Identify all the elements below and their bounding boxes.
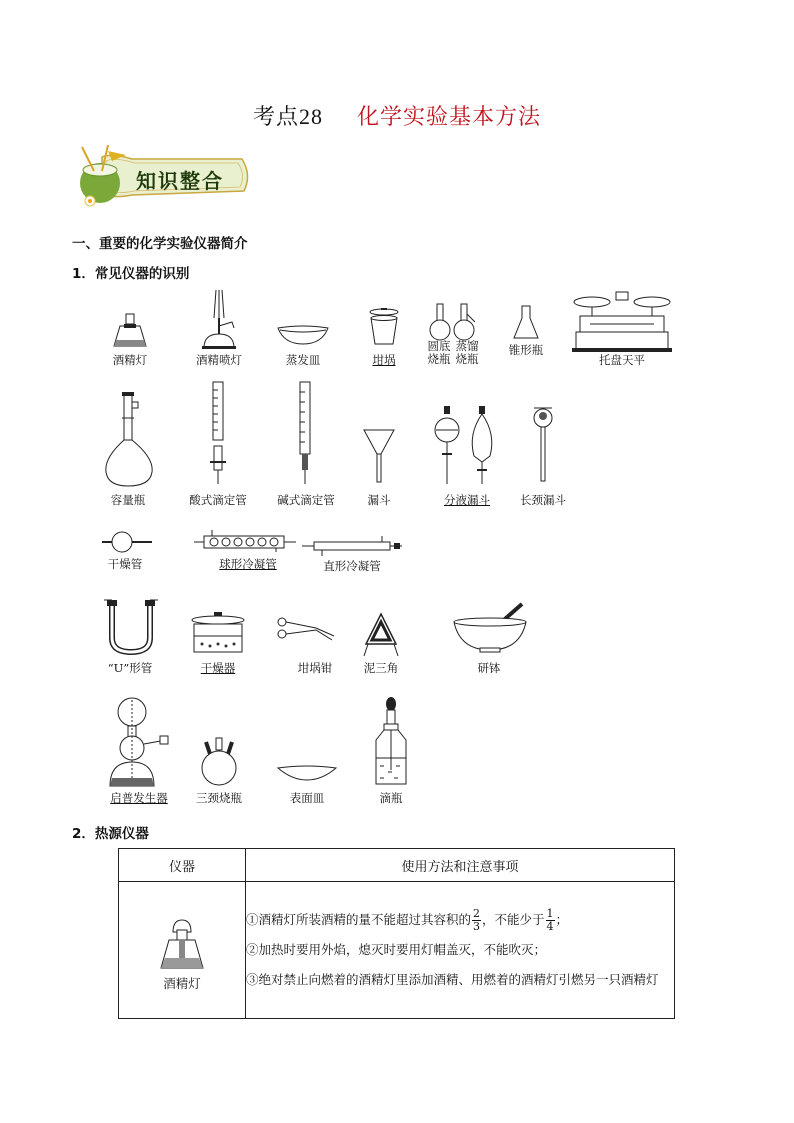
subsection-heading-heat: 2．热源仪器 <box>72 826 149 842</box>
label-clay-triangle: 泥三角 <box>363 661 399 675</box>
funnel-icon <box>362 428 396 484</box>
label-round-flask: 圆底 烧瓶 <box>427 339 451 366</box>
label-separatory-funnel: 分液漏斗 <box>444 493 490 507</box>
table-header-instrument: 仪器 <box>119 849 246 882</box>
label-long-neck-funnel: 长颈漏斗 <box>520 493 566 507</box>
label-straight-condenser: 直形冷凝管 <box>323 559 381 573</box>
flask-pair-icon <box>428 302 476 342</box>
watch-glass-icon <box>276 764 338 782</box>
label-mortar: 研钵 <box>477 661 501 675</box>
section-heading: 一、重要的化学实验仪器简介 <box>72 236 248 252</box>
drying-tube-icon <box>100 530 154 554</box>
alcohol-lamp-icon <box>159 918 205 970</box>
fraction-two-thirds: $\frac{2}{3}$ <box>473 907 481 933</box>
label-dropper-bottle: 滴瓶 <box>379 791 403 805</box>
label-three-neck-flask: 三颈烧瓶 <box>196 791 242 805</box>
kipp-generator-icon <box>104 696 174 788</box>
u-tube-icon <box>102 598 160 656</box>
section-banner <box>72 145 254 209</box>
heat-source-table <box>118 848 675 1019</box>
clay-triangle-icon <box>364 612 398 658</box>
balance-icon <box>570 290 674 354</box>
label-base-burette: 碱式滴定管 <box>277 493 335 507</box>
label-evaporating-dish: 蒸发皿 <box>285 353 321 367</box>
label-crucible: 坩埚 <box>372 353 396 367</box>
dropper-bottle-icon <box>372 696 410 786</box>
label-watch-glass: 表面皿 <box>289 791 325 805</box>
base-burette-icon <box>294 380 316 488</box>
subsection-heading: 1．常见仪器的识别 <box>72 266 190 282</box>
three-neck-flask-icon <box>196 738 242 786</box>
label-blast-lamp: 酒精喷灯 <box>196 353 242 367</box>
banner-text: 知识整合 <box>136 169 224 193</box>
label-u-tube: “U”形管 <box>107 661 153 675</box>
label-acid-burette: 酸式滴定管 <box>189 493 247 507</box>
long-neck-funnel-icon <box>530 406 556 484</box>
table-header-row <box>119 849 675 882</box>
note-1: ①酒精灯所装酒精的量不能超过其容积的 $\frac{2}{3}$ ，不能少于 $\frac{1}{4}$ ； <box>246 907 569 933</box>
fraction-one-quarter: $\frac{1}{4}$ <box>546 907 554 933</box>
label-kipp-generator: 启普发生器 <box>110 791 168 805</box>
separatory-funnel-icon <box>430 404 500 488</box>
table-row <box>119 882 675 1019</box>
alcohol-lamp-icon <box>108 312 152 348</box>
label-desiccator: 干燥器 <box>200 661 236 675</box>
straight-condenser-icon <box>300 536 404 558</box>
label-bulb-condenser: 球形冷凝管 <box>219 557 277 571</box>
label-distillation-flask: 蒸馏 烧瓶 <box>455 339 479 366</box>
page-title: 考点28 化学实验基本方法 <box>252 104 542 130</box>
table-cell-instrument <box>119 882 246 1019</box>
label-balance: 托盘天平 <box>599 353 645 367</box>
evaporating-dish-icon <box>276 324 330 346</box>
conical-flask-icon <box>512 304 540 340</box>
label-volumetric-flask: 容量瓶 <box>110 493 146 507</box>
label-alcohol-lamp: 酒精灯 <box>112 353 148 367</box>
table-row-label: 酒精灯 <box>163 976 201 991</box>
bulb-condenser-icon <box>192 528 298 552</box>
label-drying-tube: 干燥管 <box>107 557 143 571</box>
volumetric-flask-icon <box>100 392 164 488</box>
desiccator-icon <box>188 610 248 654</box>
blast-lamp-icon <box>196 288 242 350</box>
table-cell-notes <box>246 882 675 1019</box>
mortar-icon <box>452 600 528 654</box>
crucible-tongs-icon <box>276 614 340 644</box>
label-conical-flask: 锥形瓶 <box>508 343 544 357</box>
note-2: ②加热时要用外焰，熄灭时要用灯帽盖灭，不能吹灭； <box>246 942 547 957</box>
acid-burette-icon <box>206 380 230 488</box>
crucible-icon <box>368 308 400 346</box>
label-crucible-tongs: 坩埚钳 <box>297 661 333 675</box>
label-funnel: 漏斗 <box>367 493 391 507</box>
note-3: ③绝对禁止向燃着的酒精灯里添加酒精、用燃着的酒精灯引燃另一只酒精灯 <box>246 972 659 987</box>
table-header-usage: 使用方法和注意事项 <box>246 849 675 882</box>
